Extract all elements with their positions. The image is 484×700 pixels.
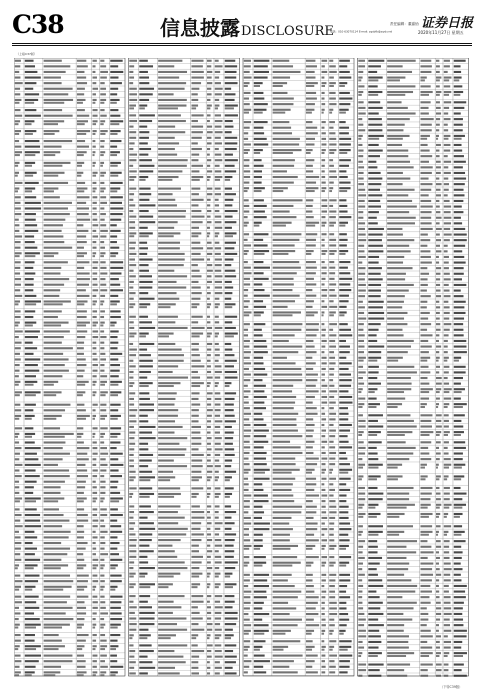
newspaper-logo: 证券日报 [421, 16, 474, 31]
table-column [14, 58, 125, 676]
table-column [243, 58, 354, 676]
issue-date: 2020年11月27日 星期五 [418, 30, 464, 35]
masthead-info: 电话：010-63070114 E-mail: zqsbfb@zqrb.net [330, 30, 392, 34]
footer-note: （下转C39版） [440, 685, 463, 689]
continued-label: （上接C37版） [16, 52, 37, 56]
section-title-cn: 信息披露 [160, 16, 240, 40]
disclosure-body [14, 52, 470, 678]
header-rule-thin [12, 45, 472, 46]
page-number: C38 [12, 10, 64, 39]
table-column [129, 58, 240, 676]
section-title-en: DISCLOSURE [241, 24, 334, 39]
header-rule [12, 43, 472, 44]
disclosure-tables [14, 58, 470, 680]
section-title [160, 12, 334, 41]
editor-line: 责任编辑：董嘉怡 [390, 22, 419, 26]
table-column [358, 58, 469, 677]
page-header [0, 0, 484, 46]
